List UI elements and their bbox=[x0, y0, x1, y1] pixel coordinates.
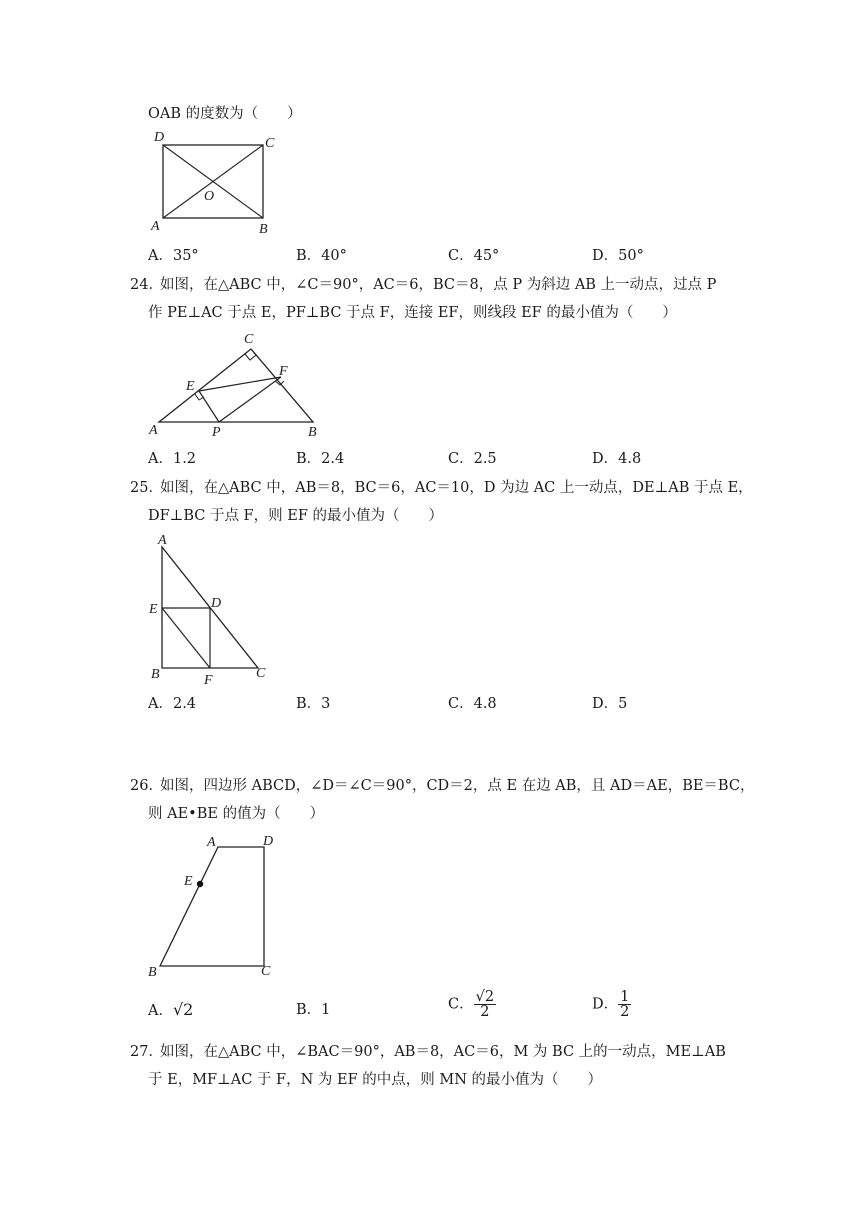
q24-number: 24． bbox=[130, 277, 163, 293]
q26-number: 26． bbox=[130, 778, 163, 794]
q25-label-c: C bbox=[256, 666, 266, 681]
q24-text-line1: 如图，在△ABC 中，∠C＝90°，AC＝6，BC＝8，点 P 为斜边 AB 上一动点，过点 P bbox=[160, 277, 717, 293]
q24-label-c: C bbox=[244, 332, 254, 347]
q26-option-a: A．√2 bbox=[148, 1000, 194, 1019]
q25-option-a: A．2.4 bbox=[148, 696, 197, 712]
q24-option-b: B．2.4 bbox=[296, 451, 345, 467]
q26-text-line1: 如图，四边形 ABCD，∠D＝∠C＝90°，CD＝2，点 E 在边 AB，且 AD＝AE，BE＝BC， bbox=[160, 778, 755, 794]
q25-option-b: B．3 bbox=[296, 696, 331, 712]
q26-option-b: B．1 bbox=[296, 1002, 331, 1018]
q24-label-e: E bbox=[186, 379, 195, 394]
q26-label-c: C bbox=[261, 964, 271, 979]
q25-text-line1: 如图，在△ABC 中，AB＝8，BC＝6，AC＝10，D 为边 AC 上一动点，DE⊥AB 于点 E， bbox=[160, 480, 753, 496]
q26-option-c-denominator: 2 bbox=[480, 1004, 490, 1020]
q23-text-tail: OAB 的度数为（ ） bbox=[148, 106, 302, 122]
q26-option-d-denominator: 2 bbox=[620, 1004, 630, 1020]
q25-triangle-figure bbox=[140, 530, 290, 690]
q25-option-d: D．5 bbox=[592, 696, 628, 712]
q23-label-d: D bbox=[154, 130, 165, 145]
q26-option-c-numerator: √2 bbox=[475, 989, 495, 1005]
q23-option-b: B．40° bbox=[296, 248, 347, 264]
q26-label-a: A bbox=[207, 835, 216, 850]
q23-label-c: C bbox=[265, 136, 275, 151]
q26-label-d: D bbox=[263, 834, 274, 849]
q23-label-a: A bbox=[151, 219, 160, 234]
q23-label-o: O bbox=[204, 189, 215, 204]
q24-label-f: F bbox=[279, 364, 288, 379]
q23-option-c: C．45° bbox=[448, 248, 500, 264]
q25-label-e: E bbox=[149, 602, 158, 617]
q24-label-p: P bbox=[212, 425, 221, 440]
q24-option-a: A．1.2 bbox=[148, 451, 197, 467]
q24-label-b: B bbox=[308, 425, 317, 440]
q23-label-b: B bbox=[259, 222, 268, 237]
q25-label-f: F bbox=[204, 673, 213, 688]
q24-option-d: D．4.8 bbox=[592, 451, 642, 467]
q26-option-d-numerator: 1 bbox=[620, 989, 630, 1005]
q27-number: 27． bbox=[130, 1044, 163, 1060]
q26-label-e: E bbox=[184, 874, 193, 889]
q24-triangle-figure bbox=[140, 328, 340, 440]
q26-label-b: B bbox=[148, 965, 157, 980]
q26-text-line2: 则 AE•BE 的值为（ ） bbox=[148, 806, 325, 822]
q26-option-a-value: √2 bbox=[172, 1000, 194, 1019]
q23-rectangle-figure bbox=[140, 126, 290, 238]
q23-option-a: A．35° bbox=[148, 248, 199, 264]
q25-text-line2: DF⊥BC 于点 F，则 EF 的最小值为（ ） bbox=[148, 508, 443, 524]
q25-label-b: B bbox=[151, 667, 160, 682]
q24-label-a: A bbox=[149, 423, 158, 438]
q24-text-line2: 作 PE⊥AC 于点 E，PF⊥BC 于点 F，连接 EF，则线段 EF 的最小值为（ ） bbox=[148, 305, 677, 321]
q23-option-d: D．50° bbox=[592, 248, 644, 264]
q25-label-a: A bbox=[158, 533, 167, 548]
q25-number: 25． bbox=[130, 480, 163, 496]
q25-label-d: D bbox=[211, 596, 222, 611]
q27-text-line2: 于 E，MF⊥AC 于 F，N 为 EF 的中点，则 MN 的最小值为（ ） bbox=[148, 1072, 602, 1088]
q26-option-d: D． $\frac{1}{2}$ bbox=[592, 989, 630, 1020]
q25-option-c: C．4.8 bbox=[448, 696, 497, 712]
q26-quadrilateral-figure bbox=[140, 830, 290, 985]
q24-option-c: C．2.5 bbox=[448, 451, 497, 467]
q26-option-c: C． $\frac{√2}{2}$ bbox=[448, 989, 495, 1020]
q27-text-line1: 如图，在△ABC 中，∠BAC＝90°，AB＝8，AC＝6，M 为 BC 上的一动点，ME⊥AB bbox=[160, 1044, 726, 1060]
